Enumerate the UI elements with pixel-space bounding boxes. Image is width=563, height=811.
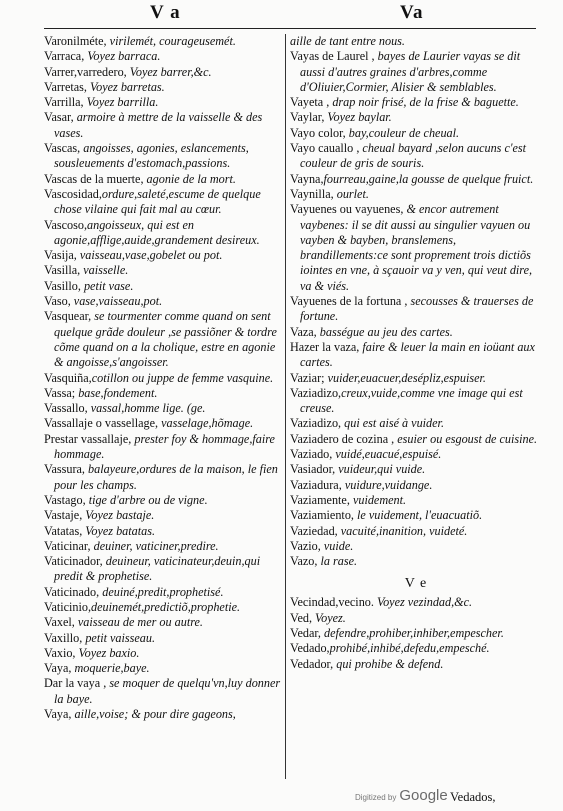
entry-definition: & encor autrement vaybenes: il se dit aussi au singulier vayuen ou vayben & bayben, branslemens, brandillements:ce sont proprement trois dictiõs iointes en vne, à sçauoir va y ven, qui veut dire, va & viés. <box>300 202 533 293</box>
dictionary-entry <box>44 141 284 172</box>
entry-headword: Vasillo, <box>44 278 81 293</box>
entry-headword: Vaziamente, <box>290 492 350 507</box>
entry-definition: le vuidement, l'euacuatiõ. <box>353 508 483 523</box>
dictionary-entry <box>44 49 284 64</box>
entry-headword: Vayo color, <box>290 125 346 140</box>
dictionary-entry <box>44 676 284 707</box>
entry-headword: Vaziadizo, <box>290 385 342 400</box>
entry-definition: vasselage,hõmage. <box>158 416 254 431</box>
entry-headword: Vayas de Laurel , <box>290 49 375 64</box>
dictionary-entry <box>290 34 542 49</box>
entry-definition: angoisseux, qui est en agonie,afflige,auide,grandement desireux. <box>54 217 260 247</box>
entry-definition: vuide. <box>320 538 354 553</box>
dictionary-entry <box>44 294 284 309</box>
entry-definition: balayeure,ordures de la maison, le fien pour les champs. <box>54 462 278 492</box>
dictionary-entry <box>44 600 284 615</box>
entry-definition: tige d'arbre ou de vigne. <box>85 492 208 507</box>
catchword: Vedados, <box>450 790 496 804</box>
dictionary-entry <box>44 554 284 585</box>
dictionary-entry <box>290 371 542 386</box>
entry-definition: Voyez barretas. <box>86 79 165 94</box>
entry-definition: deuiner, vaticiner,predire. <box>90 538 219 553</box>
entry-headword: Vasar, <box>44 110 74 125</box>
entry-definition: ordure,saleté,escume de quelque chose vilaine qui fait mal au cœur. <box>54 186 261 217</box>
entry-headword: Vasija, <box>44 248 77 263</box>
dictionary-entry <box>290 595 542 610</box>
right-column <box>290 34 542 672</box>
entry-headword: Vassallo, <box>44 401 88 416</box>
entry-definition: Voyez baxio. <box>75 645 140 660</box>
entry-headword: Vascoso, <box>44 217 87 232</box>
dictionary-entry <box>44 646 284 661</box>
section-heading-ve: V e <box>404 576 428 592</box>
entry-headword: Vaza, <box>290 324 317 339</box>
dictionary-entry <box>290 386 542 417</box>
entry-headword: Ved, <box>290 610 312 625</box>
entry-headword: Hazer la vaza, <box>290 339 360 354</box>
entry-definition: Voyez. <box>312 610 346 625</box>
entry-headword: Vascosidad, <box>44 186 102 201</box>
entry-definition: se moquer de quelqu'vn,luy donner la baye. <box>54 676 281 706</box>
left-column <box>44 34 284 722</box>
dictionary-entry <box>290 462 542 477</box>
entry-definition: petit vaisseau. <box>82 630 156 645</box>
dictionary-entry <box>290 447 542 462</box>
entry-definition: Voyez baylar. <box>324 110 392 125</box>
entry-definition: secousses & trauerses de fortune. <box>300 294 534 324</box>
dictionary-entry <box>44 661 284 676</box>
entry-headword: Vassa; <box>44 385 76 400</box>
dictionary-entry <box>290 524 542 539</box>
dictionary-entry <box>44 493 284 508</box>
entry-definition: ourlet. <box>333 186 369 201</box>
dictionary-entry <box>44 539 284 554</box>
entry-definition: virilemét, courageusemét. <box>106 34 236 48</box>
dictionary-entry <box>290 416 542 431</box>
entry-headword: Vaxel, <box>44 615 75 630</box>
entry-headword: Vazio, <box>290 538 321 553</box>
entry-headword: Vasilla, <box>44 263 81 278</box>
entry-definition: moquerie,baye. <box>71 661 150 676</box>
entry-definition: qui est aisé à vuider. <box>341 416 444 431</box>
running-header-right: Va <box>400 2 424 23</box>
entry-headword: Varretas, <box>44 79 87 94</box>
entry-headword: Vaziado, <box>290 447 333 462</box>
entry-headword: Vaya, <box>44 661 72 676</box>
entry-definition: cheual bayard ,selon aucuns c'est couleur de gris de souris. <box>300 141 527 171</box>
entry-headword: Vayeta , <box>290 95 330 110</box>
entry-headword: Vaziar; <box>290 370 325 385</box>
entry-headword: Vayna, <box>290 171 324 186</box>
ve-entries <box>290 595 542 671</box>
entry-definition: qui prohibe & defend. <box>333 656 444 671</box>
dictionary-entry <box>44 34 284 49</box>
entry-headword: Vastaje, <box>44 508 83 523</box>
entry-headword: Varraca, <box>44 49 85 64</box>
dictionary-entry <box>44 508 284 523</box>
dictionary-entry <box>44 386 284 401</box>
entry-definition: deuineur, vaticinateur,deuin,qui predit & prophetise. <box>54 554 261 584</box>
entry-definition: deuiné,predit,prophetisé. <box>99 584 224 599</box>
dictionary-entry <box>44 110 284 141</box>
dictionary-entry <box>290 95 542 110</box>
entry-headword: Varrer,varredero, <box>44 64 127 79</box>
entry-headword: Vasquiña, <box>44 370 92 385</box>
entry-headword: Vayuenes de la fortuna , <box>290 294 408 309</box>
entry-definition: vaisseau de mer ou autre. <box>74 615 203 630</box>
entry-definition: vuideur,qui vuide. <box>335 462 426 477</box>
entry-definition: vaisseau,vase,gobelet ou pot. <box>76 248 223 263</box>
entry-definition: armoire à mettre de la vaisselle & des vases. <box>54 110 263 140</box>
entry-definition: Voyez barraca. <box>84 49 161 64</box>
dictionary-entry <box>290 657 542 672</box>
entry-headword: Vastago, <box>44 492 86 507</box>
entry-definition: Voyez bastaje. <box>82 508 155 523</box>
entry-headword: Vaynilla, <box>290 186 334 201</box>
column-divider <box>285 34 286 779</box>
dictionary-entry <box>44 524 284 539</box>
dictionary-entry <box>290 187 542 202</box>
entry-headword: Dar la vaya , <box>44 676 107 691</box>
digitized-watermark <box>355 787 448 805</box>
entry-definition: vuidé,euacué,espuisé. <box>332 447 442 462</box>
entry-definition: creux,vuide,comme vne image qui est creuse. <box>300 385 523 416</box>
entry-definition: Voyez vezindad,&c. <box>373 595 473 610</box>
dictionary-entry <box>44 95 284 110</box>
dictionary-entry <box>290 202 542 294</box>
dictionary-entry <box>290 539 542 554</box>
dictionary-entry <box>290 49 542 95</box>
entry-definition: vacuité,inanition, vuideté. <box>337 523 468 538</box>
entry-definition: deuinemét,predictiõ,prophetie. <box>91 599 241 614</box>
entry-headword: Vaziadero de cozina , <box>290 431 395 446</box>
entry-definition: cotillon ou juppe de femme vasquine. <box>91 370 274 385</box>
entry-definition: base,fondement. <box>75 385 158 400</box>
dictionary-entry <box>44 615 284 630</box>
entry-definition: Voyez barrer,&c. <box>126 64 212 79</box>
entry-headword: Vaticinar, <box>44 538 91 553</box>
entry-headword: Vedador, <box>290 656 334 671</box>
entry-headword: Vaxillo, <box>44 630 83 645</box>
entry-headword: Vayo cauallo , <box>290 141 360 156</box>
dictionary-entry <box>44 585 284 600</box>
entry-headword: Vedado, <box>290 641 330 656</box>
entry-definition: agonie de la mort. <box>143 171 236 186</box>
entry-definition: aille,voise; & pour dire gageons, <box>71 707 236 722</box>
dictionary-entry <box>290 172 542 187</box>
dictionary-entry <box>44 80 284 95</box>
dictionary-entry <box>290 493 542 508</box>
dictionary-entry <box>290 325 542 340</box>
dictionary-entry <box>290 554 542 569</box>
entry-headword: Vaziadura, <box>290 477 342 492</box>
entry-definition: angoisses, agonies, eslancements, sousleuements d'estomach,passions. <box>54 141 249 171</box>
entry-definition: prester foy & hommage,faire hommage. <box>54 431 275 462</box>
dictionary-entry <box>44 631 284 646</box>
entry-definition: vase,vaisseau,pot. <box>70 294 163 309</box>
entry-headword: Vaylar, <box>290 110 325 125</box>
dictionary-entry <box>44 187 284 218</box>
google-logo: Google <box>399 787 448 804</box>
entry-definition: aille de tant entre nous. <box>290 34 405 48</box>
entry-headword: Vasquear, <box>44 309 92 324</box>
entry-headword: Vaziadizo, <box>290 416 342 431</box>
dictionary-entry <box>290 432 542 447</box>
dictionary-entry <box>44 462 284 493</box>
dictionary-entry <box>290 478 542 493</box>
entry-headword: Vayuenes ou vayuenes, <box>290 202 404 217</box>
dictionary-entry <box>44 248 284 263</box>
entry-headword: Vazo, <box>290 554 318 569</box>
dictionary-entry <box>44 416 284 431</box>
entry-headword: Vasiador, <box>290 462 336 477</box>
entry-definition: defendre,prohiber,inhiber,empescher. <box>320 625 504 640</box>
entry-definition: vaisselle. <box>80 263 129 278</box>
dictionary-entry <box>290 126 542 141</box>
running-header-left: V a <box>150 2 181 23</box>
entry-definition: vuidure,vuidange. <box>341 477 433 492</box>
dictionary-entry <box>290 294 542 325</box>
entry-definition: vuider,euacuer,desépliz,espuiser. <box>324 370 486 385</box>
dictionary-entry <box>44 432 284 463</box>
right-entries <box>290 34 542 569</box>
entry-definition: se tourmenter comme quand on sent quelque grãde douleur ,se passiõner & tordre cõme quand on a la cholique, estre en agonie & angoisse,s'angoisser. <box>54 309 277 370</box>
entry-definition: faire & leuer la main en ioüant aux cartes. <box>300 339 535 370</box>
dictionary-entry <box>290 141 542 172</box>
dictionary-entry <box>44 371 284 386</box>
entry-headword: Varonilméte, <box>44 34 107 48</box>
dictionary-entry <box>44 65 284 80</box>
entry-headword: Vecindad,vecino. <box>290 595 374 610</box>
dictionary-entry <box>44 263 284 278</box>
entry-headword: Vascas de la muerte, <box>44 171 144 186</box>
entry-headword: Vaso, <box>44 294 71 309</box>
entry-headword: Vaziamiento, <box>290 508 354 523</box>
dictionary-entry <box>290 626 542 641</box>
dictionary-entry <box>44 279 284 294</box>
entry-definition: prohibé,inhibé,defedu,empesché. <box>329 641 490 656</box>
entry-definition: vassal,homme lige. (ge. <box>87 401 206 416</box>
entry-headword: Vedar, <box>290 625 321 640</box>
entry-definition: Voyez barrilla. <box>83 95 159 110</box>
entry-definition: drap noir frisé, de la frise & baguette. <box>329 95 519 110</box>
dictionary-entry <box>290 611 542 626</box>
dictionary-entry <box>44 707 284 722</box>
entry-headword: Vatatas, <box>44 523 83 538</box>
entry-headword: Prestar vassallaje, <box>44 431 132 446</box>
entry-headword: Vaxio, <box>44 645 76 660</box>
dictionary-entry <box>290 110 542 125</box>
entry-headword: Varrilla, <box>44 95 84 110</box>
digitized-label: Digitized by <box>355 793 397 802</box>
entry-headword: Vaziedad, <box>290 523 338 538</box>
entry-definition: esuier ou esgoust de cuisine. <box>394 431 538 446</box>
dictionary-entry <box>290 508 542 523</box>
entry-headword: Vaticinador, <box>44 554 103 569</box>
entry-headword: Vascas, <box>44 141 81 156</box>
entry-definition: vuidement. <box>349 492 407 507</box>
dictionary-entry <box>44 218 284 249</box>
entry-headword: Vaticinio, <box>44 599 92 614</box>
dictionary-entry <box>44 309 284 370</box>
entry-headword: Vaticinado, <box>44 584 100 599</box>
entry-headword: Vassallaje o vassellage, <box>44 416 159 431</box>
entry-definition: Voyez batatas. <box>82 523 156 538</box>
entry-definition: fourreau,gaine,la gousse de quelque fruict. <box>323 171 534 186</box>
dictionary-entry <box>44 401 284 416</box>
entry-definition: la rase. <box>317 554 358 569</box>
entry-headword: Vaya, <box>44 707 72 722</box>
dictionary-entry <box>290 641 542 656</box>
entry-headword: Vassura, <box>44 462 85 477</box>
entry-definition: basségue au jeu des cartes. <box>316 324 453 339</box>
header-rule <box>44 28 536 29</box>
entry-definition: bayes de Laurier vayas se dit aussi d'autres graines d'arbres,comme d'Oliuier,Cormier, Alisier & semblables. <box>300 49 521 94</box>
dictionary-entry <box>290 340 542 371</box>
entry-definition: bay,couleur de cheual. <box>345 125 460 140</box>
entry-definition: petit vase. <box>80 278 134 293</box>
dictionary-entry <box>44 172 284 187</box>
